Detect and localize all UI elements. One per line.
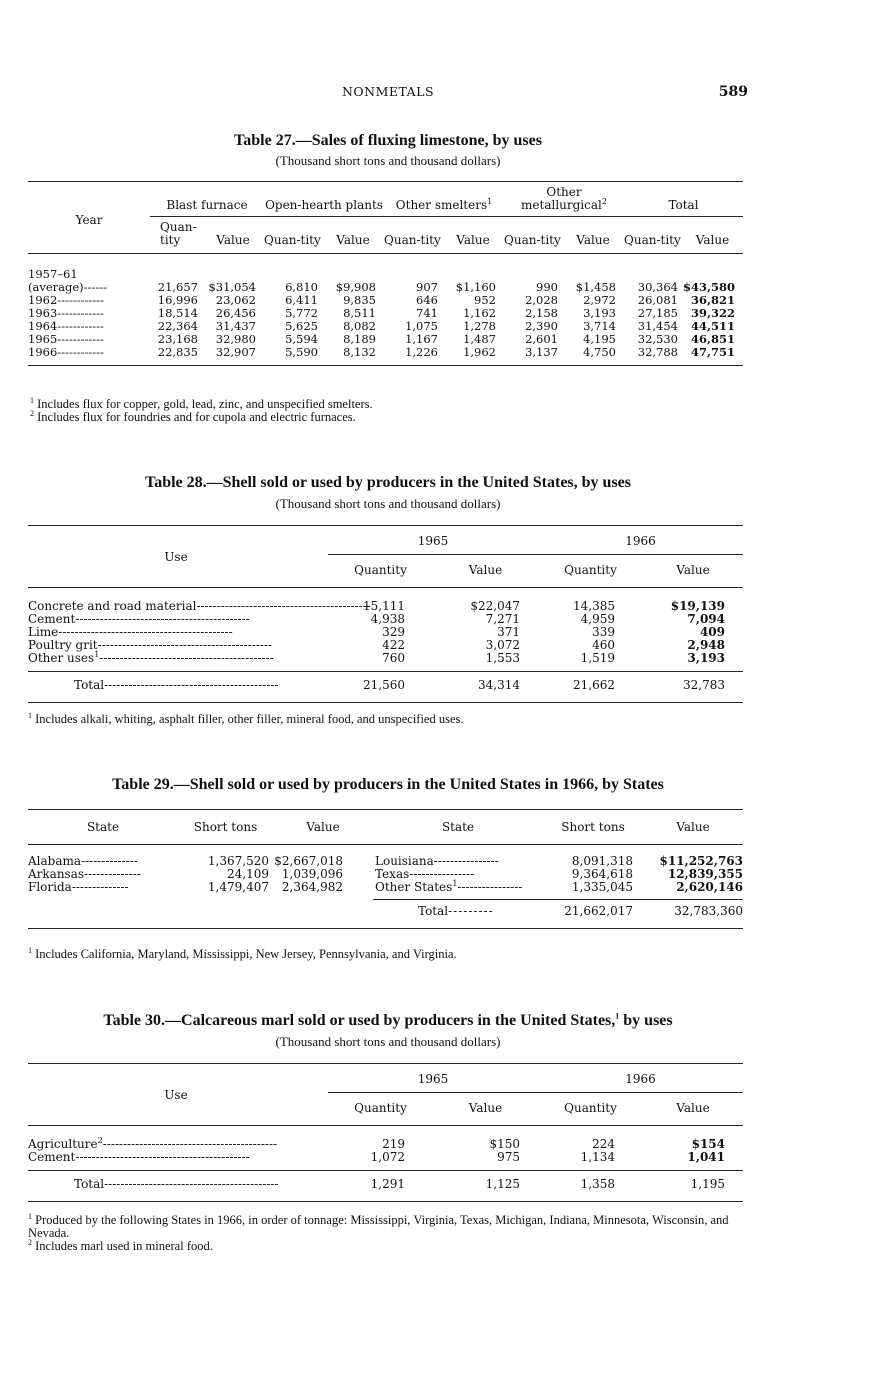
cell-value: 2,948 (687, 638, 725, 652)
table28-total-row (28, 672, 743, 703)
col-year: Year (75, 212, 103, 227)
cell-value: 422 (382, 638, 405, 652)
footnote: $^1$ Includes flux for copper, gold, lead, zinc, and unspecified smelters. (30, 395, 373, 411)
cell-value: $19,139 (670, 599, 725, 613)
sub-quantity: Quantity (564, 563, 617, 577)
table28 (28, 525, 743, 703)
table28-body (28, 600, 743, 665)
cell-value: 4,750 (583, 345, 616, 359)
cell-value: 44,511 (690, 319, 735, 333)
cell-value: $9,908 (335, 280, 376, 294)
table30-title: Table 30.—Calcareous marl sold or used by producers in the United States,$^1$ by uses (103, 1011, 673, 1029)
row-state: Other States$^1$---------------- (375, 879, 523, 894)
cell-value: 1,072 (370, 1150, 405, 1164)
col-short-tons: Short tons (193, 820, 258, 834)
cell-value: 9,835 (343, 293, 376, 307)
cell-value: 371 (497, 625, 520, 639)
cell-value: 2,028 (525, 293, 558, 307)
sub-quantity: Quan-tity (264, 233, 321, 247)
sub-quantity: Quantity (564, 1101, 617, 1115)
sub-value: Value (216, 233, 250, 247)
sub-quantity: Quan-tity (504, 233, 561, 247)
table29 (28, 809, 743, 929)
cell-value: 760 (382, 651, 405, 665)
table-row (28, 307, 743, 320)
total-value: 1,291 (370, 1177, 405, 1191)
footnote: $^2$ Includes flux for foundries and for cupola and electric furnaces. (30, 408, 356, 424)
cell-value: 952 (474, 293, 496, 307)
cell-value: 5,772 (285, 306, 318, 320)
sub-quantity: Quantity (354, 1101, 407, 1115)
sub-value: Value (468, 1101, 503, 1115)
row-use: Cement------------------------------------------- (28, 612, 250, 626)
cell-value: 21,657 (157, 280, 198, 294)
cell-value: 1,134 (580, 1150, 615, 1164)
cell-value: 46,851 (690, 332, 735, 346)
cell-value: 31,437 (215, 319, 256, 333)
row-use: Lime------------------------------------------- (28, 625, 233, 639)
cell-value: 224 (592, 1137, 615, 1151)
cell-value: 18,514 (157, 306, 198, 320)
sub-value: Value (336, 233, 370, 247)
table29-total-row (28, 900, 743, 929)
cell-value: $31,054 (208, 280, 256, 294)
cell-value: 3,137 (525, 345, 558, 359)
cell-value: 7,094 (687, 612, 725, 626)
total-label: Total------------------------------------------- (74, 1177, 279, 1191)
col-short-tons: Short tons (561, 820, 625, 834)
cell-value: 975 (497, 1150, 520, 1164)
cell-value: 30,364 (637, 280, 678, 294)
year-1965: 1965 (328, 526, 538, 555)
footnote: $^1$ Produced by the following States in 1966, in order of tonnage: Mississippi, Virginia, Texas, Michigan, Indiana, Minnesota, Wisconsin, and Nevada. (28, 1211, 729, 1240)
table27-title: Table 27.—Sales of fluxing limestone, by uses (234, 132, 542, 149)
cell-short-tons: 1,335,045 (571, 880, 633, 894)
cell-value: 329 (382, 625, 405, 639)
cell-value: 1,226 (405, 345, 438, 359)
cell-value: 22,364 (157, 319, 198, 333)
footnote: $^1$ Includes alkali, whiting, asphalt filler, other filler, mineral food, and unspecified uses. (28, 710, 464, 726)
row-use: Cement------------------------------------------- (28, 1150, 250, 1164)
cell-value: 32,907 (215, 345, 256, 359)
table29-footnote (28, 945, 748, 961)
cell-value: 32,980 (215, 332, 256, 346)
cell-value: 8,132 (343, 345, 376, 359)
cell-value: 2,364,982 (281, 880, 343, 894)
sub-value: Value (695, 233, 730, 247)
cell-value: 741 (416, 306, 438, 320)
cell-value: 22,835 (157, 345, 198, 359)
cell-value: 2,601 (525, 332, 558, 346)
cell-value: 1,278 (463, 319, 496, 333)
cell-value: $43,580 (682, 280, 735, 294)
row-year: 1963------------ (28, 306, 104, 320)
total-value: 1,125 (485, 1177, 520, 1191)
sub-value: Value (676, 563, 710, 577)
group-other-metallurgical: Other metallurgical$^2$ (504, 182, 624, 217)
total-value: 21,560 (363, 678, 405, 692)
cell-value: 3,193 (687, 651, 725, 665)
row-state: Alabama-------------- (28, 854, 138, 868)
table-row (28, 294, 743, 307)
cell-short-tons: 1,367,520 (207, 854, 269, 868)
cell-value: 47,751 (690, 345, 735, 359)
cell-value: 27,185 (637, 306, 678, 320)
sub-value: Value (676, 1101, 710, 1115)
cell-value: 16,996 (157, 293, 198, 307)
table-row (28, 333, 743, 346)
cell-value: 1,487 (463, 332, 496, 346)
cell-value: 5,590 (285, 345, 318, 359)
cell-value: 15,111 (363, 599, 405, 613)
running-header (28, 84, 748, 102)
cell-value: $22,047 (470, 599, 520, 613)
total-value: 21,662 (573, 678, 615, 692)
cell-value: 23,168 (157, 332, 198, 346)
table28-footnote (28, 710, 748, 726)
cell-value: 3,193 (583, 306, 616, 320)
cell-short-tons: 8,091,318 (571, 854, 633, 868)
sub-value: Value (468, 563, 503, 577)
group-blast-furnace: Blast furnace (150, 182, 264, 217)
group-other-smelters: Other smelters$^1$ (384, 182, 504, 217)
table30-footnotes (28, 1211, 748, 1253)
table29-title: Table 29.—Shell sold or used by producers in the United States in 1966, by States (112, 776, 664, 793)
sub-quantity: Quan-tity (624, 233, 681, 247)
table30 (28, 1063, 743, 1202)
total-value: 1,358 (580, 1177, 615, 1191)
cell-value: 4,938 (370, 612, 405, 626)
cell-value: 1,553 (485, 651, 520, 665)
table-row (28, 346, 743, 359)
cell-value: 26,456 (215, 306, 256, 320)
row-state: Texas---------------- (375, 867, 475, 881)
cell-value: 409 (699, 625, 725, 639)
cell-value: 8,189 (343, 332, 376, 346)
cell-value: 36,821 (690, 293, 735, 307)
cell-value: 1,039,096 (281, 867, 343, 881)
cell-value: 7,271 (485, 612, 520, 626)
total-value: 1,195 (690, 1177, 725, 1191)
total-short-tons: 21,662,017 (564, 904, 633, 918)
cell-value: 1,162 (463, 306, 496, 320)
cell-value: 39,322 (690, 306, 735, 320)
row-use: Concrete and road material------------------------------------------- (28, 599, 371, 613)
cell-value: 5,594 (285, 332, 318, 346)
table28-title: Table 28.—Shell sold or used by producers in the United States, by uses (144, 474, 631, 491)
col-use: Use (164, 1087, 188, 1102)
cell-value: $2,667,018 (274, 854, 343, 868)
footnote: $^1$ Includes California, Maryland, Mississippi, New Jersey, Pennsylvania, and Virginia. (28, 945, 457, 961)
row-use: Other uses$^1$------------------------------------------- (28, 650, 274, 665)
footnote: $^2$ Includes marl used in mineral food. (28, 1237, 213, 1253)
sub-value: Value (456, 233, 490, 247)
table29-body (28, 855, 743, 894)
cell-value: $154 (691, 1137, 725, 1151)
cell-value: 990 (536, 280, 558, 294)
cell-value: 1,167 (405, 332, 438, 346)
table-row (28, 281, 743, 294)
cell-value: 219 (382, 1137, 405, 1151)
cell-short-tons: 24,109 (227, 867, 269, 881)
row-use: Poultry grit------------------------------------------- (28, 638, 272, 652)
cell-value: 2,620,146 (676, 880, 743, 894)
total-value: 32,783,360 (674, 904, 743, 918)
sub-quantity: Quan-tity (384, 233, 441, 247)
cell-short-tons: 9,364,618 (571, 867, 633, 881)
table-row (28, 1151, 743, 1164)
cell-value: 1,962 (463, 345, 496, 359)
row-year: 1966------------ (28, 345, 104, 359)
cell-value: 12,839,355 (667, 867, 743, 881)
table-row (28, 881, 743, 894)
cell-value: $11,252,763 (659, 854, 743, 868)
cell-short-tons: 1,479,407 (207, 880, 269, 894)
row-year: 1962------------ (28, 293, 104, 307)
cell-value: 23,062 (215, 293, 256, 307)
cell-value: 4,195 (583, 332, 616, 346)
cell-value: $1,458 (575, 280, 616, 294)
cell-value: 6,810 (285, 280, 318, 294)
table30-total-row (28, 1171, 743, 1202)
cell-value: 460 (592, 638, 615, 652)
sub-quantity: Quan-tity (160, 220, 197, 247)
cell-value: 1,519 (580, 651, 615, 665)
row-use: Agriculture$^2$------------------------------------------- (28, 1136, 278, 1151)
total-label: Total--------- (418, 904, 494, 918)
section-title: NONMETALS (341, 84, 435, 99)
col-value: Value (306, 820, 340, 834)
cell-value: 26,081 (637, 293, 678, 307)
row-state: Arkansas-------------- (28, 867, 141, 881)
sub-quantity: Quantity (354, 563, 407, 577)
cell-value: 646 (416, 293, 438, 307)
cell-value: 1,075 (405, 319, 438, 333)
col-use: Use (164, 549, 188, 564)
year-1966: 1966 (538, 1064, 743, 1093)
cell-value: 14,385 (573, 599, 615, 613)
table27-subtitle: (Thousand short tons and thousand dollars) (275, 153, 501, 168)
table30-subtitle: (Thousand short tons and thousand dollars) (275, 1034, 501, 1049)
row-year: (average)------ (28, 280, 107, 294)
table-row (28, 320, 743, 333)
cell-value: $1,160 (455, 280, 496, 294)
cell-value: 2,390 (525, 319, 558, 333)
total-value: 34,314 (478, 678, 520, 692)
table-row (28, 652, 743, 665)
cell-value: 339 (592, 625, 615, 639)
col-value: Value (676, 820, 710, 834)
table30-body (28, 1138, 743, 1164)
cell-value: 6,411 (285, 293, 318, 307)
year-1966: 1966 (538, 526, 743, 555)
cell-value: 3,714 (583, 319, 616, 333)
cell-value: 4,959 (580, 612, 615, 626)
row-state: Florida-------------- (28, 880, 129, 894)
group-total: Total (624, 182, 743, 217)
cell-value: 8,511 (343, 306, 376, 320)
period-label: 1957–61 (28, 267, 78, 281)
total-value: 32,783 (683, 678, 725, 692)
cell-value: 907 (416, 280, 438, 294)
col-state: State (86, 820, 120, 834)
sub-value: Value (576, 233, 610, 247)
table28-subtitle: (Thousand short tons and thousand dollars) (275, 496, 501, 511)
total-label: Total------------------------------------------- (74, 678, 279, 692)
year-1965: 1965 (328, 1064, 538, 1093)
table27-body (28, 281, 743, 359)
cell-value: 1,041 (687, 1150, 725, 1164)
cell-value: 3,072 (485, 638, 520, 652)
cell-value: 2,158 (525, 306, 558, 320)
cell-value: 2,972 (583, 293, 616, 307)
row-year: 1965------------ (28, 332, 104, 346)
row-year: 1964------------ (28, 319, 104, 333)
cell-value: 5,625 (285, 319, 318, 333)
cell-value: 32,788 (637, 345, 678, 359)
table27 (28, 181, 743, 366)
cell-value: $150 (489, 1137, 520, 1151)
group-open-hearth: Open-hearth plants (264, 182, 384, 217)
cell-value: 31,454 (637, 319, 678, 333)
table27-footnotes (28, 395, 748, 424)
col-state: State (441, 820, 475, 834)
page-number: 589 (718, 84, 748, 100)
cell-value: 8,082 (343, 319, 376, 333)
row-state: Louisiana---------------- (375, 854, 499, 868)
cell-value: 32,530 (637, 332, 678, 346)
